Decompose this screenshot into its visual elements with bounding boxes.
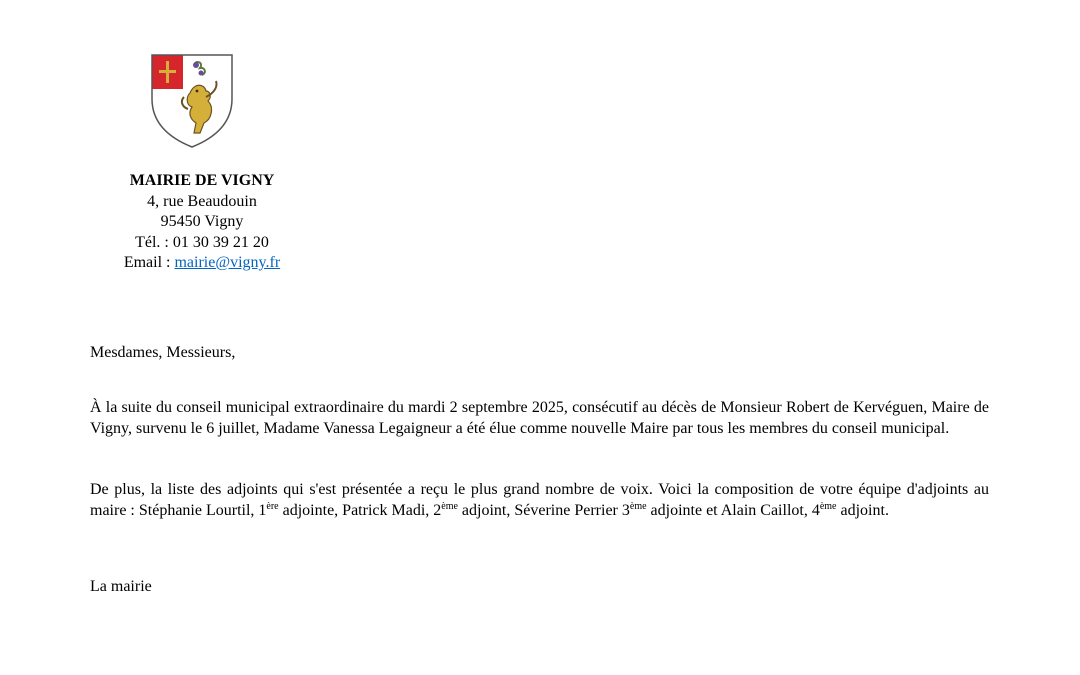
paragraph-announcement: À la suite du conseil municipal extraordinaire du mardi 2 septembre 2025, consécutif au décès de Monsieur Robert de Kervéguen, Maire de Vigny, survenu le 6 juillet, Madame Vanessa Legaigneur a été élue comme nouvelle Maire par tous les membres du conseil municipal. — [90, 399, 989, 437]
signature: La mairie — [90, 578, 152, 595]
address-line-1: 4, rue Beaudouin — [147, 192, 257, 210]
paragraph-deputies — [90, 479, 989, 521]
letterhead — [90, 171, 314, 274]
ordinal-superscript: ème — [441, 501, 458, 512]
email-link[interactable]: mairie@vigny.fr — [174, 254, 281, 271]
ordinal-superscript: ème — [629, 501, 647, 512]
ordinal-superscript: ère — [266, 501, 279, 512]
phone-number: Tél. : 01 30 39 21 20 — [135, 233, 269, 251]
paragraph-deputies-part: adjoint, Séverine Perrier 3 — [457, 502, 630, 519]
paragraph-deputies-part: adjoint. — [836, 502, 889, 519]
paragraph-deputies-part: adjointe, Patrick Madi, 2 — [278, 502, 442, 519]
greeting: Mesdames, Messieurs, — [90, 344, 236, 361]
email-label: Email : — [123, 254, 175, 271]
ordinal-superscript: ème — [819, 501, 837, 512]
address-line-2: 95450 Vigny — [160, 213, 244, 230]
paragraph-deputies-intro: De plus, la liste des adjoints qui s'est présentée a reçu le plus grand nombre de voix. Voici la composition de votre équipe d'adjoints au maire : Stéphanie Lourtil, 1 — [90, 481, 989, 519]
coat-of-arms-icon — [150, 53, 234, 149]
paragraph-deputies-part: adjointe et Alain Caillot, 4 — [646, 502, 820, 519]
org-name: MAIRIE DE VIGNY — [129, 172, 275, 189]
email-line — [90, 253, 314, 274]
